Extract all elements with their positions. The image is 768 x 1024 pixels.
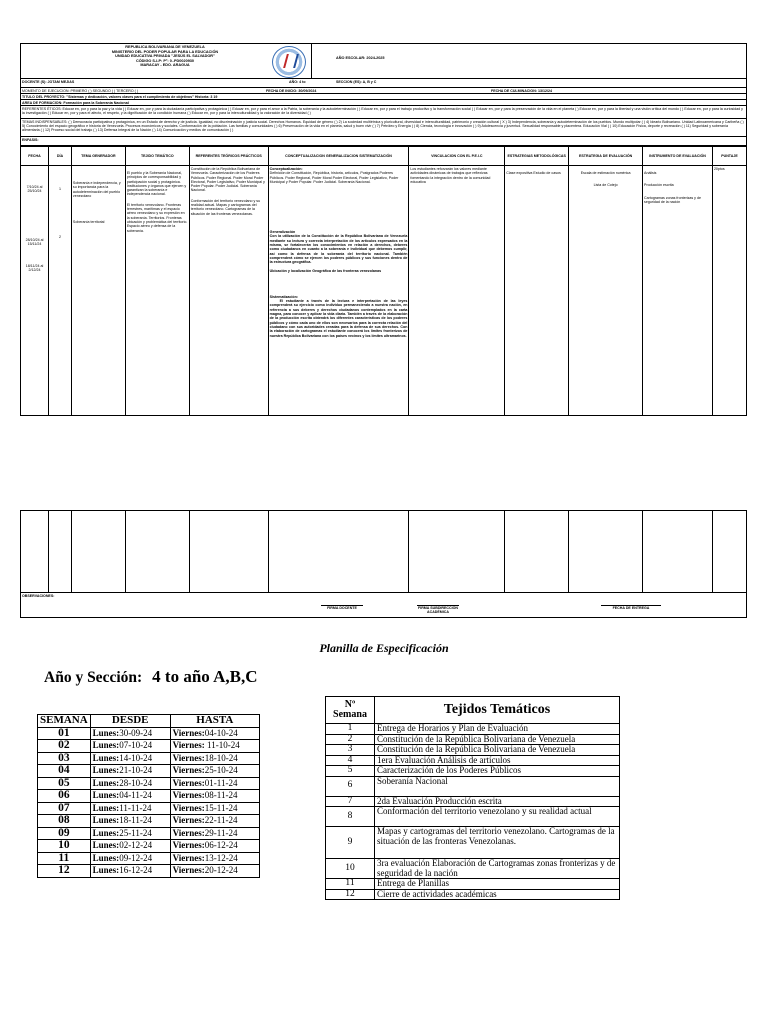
semana-number: 03 bbox=[38, 752, 91, 765]
section-title: Conceptualización: bbox=[269, 167, 303, 171]
col-header: REFERENTES TEÓRICOS PRÁCTICOS bbox=[189, 147, 268, 166]
hasta-date: 11-10-24 bbox=[204, 740, 240, 750]
semana-number: 04 bbox=[38, 765, 91, 778]
momento-label: MOMENTO DE EJECUCION: PRIMERO ( ) SEGUNDO ( ) TERCERO ( ) bbox=[22, 88, 139, 93]
desde-prefix: Lunes: bbox=[92, 790, 120, 800]
instrumento-text: Análisis bbox=[644, 171, 657, 175]
tejido-topic: Constitución de la República Bolivariana de Venezuela bbox=[375, 734, 620, 745]
info-row-enfasis bbox=[20, 137, 747, 146]
referentes-cell bbox=[189, 166, 268, 416]
tejidos-table bbox=[325, 696, 620, 900]
document-header bbox=[20, 43, 747, 79]
table-row bbox=[38, 827, 260, 840]
semana-hasta bbox=[170, 752, 259, 765]
tejido-topic: Soberanía Nacional bbox=[375, 776, 620, 796]
semana-desde bbox=[90, 727, 170, 740]
table-row bbox=[21, 166, 747, 416]
hasta-prefix: Viernes: bbox=[172, 852, 205, 863]
desde-date: 09-12-24 bbox=[119, 852, 153, 863]
semana-hasta bbox=[170, 740, 259, 753]
table-row bbox=[38, 852, 260, 865]
planilla-title: Planilla de Especificación bbox=[319, 641, 449, 655]
desde-date: 14-10-24 bbox=[119, 752, 153, 763]
hasta-date: 22-11-24 bbox=[204, 815, 238, 825]
tejido-number: 5 bbox=[326, 766, 375, 777]
hasta-date: 20-12-24 bbox=[204, 865, 238, 875]
semana-desde bbox=[90, 790, 170, 803]
referentes-text: Constitución de la República Bolivariana de Venezuela. Caracterización de los Poderes Públicos. Poder Regional. Poder Moral Poder Electoral, Poder Legislativo, Poder Municipal y Poder Popular. Poder Judicial. Soberanía Nacional. bbox=[190, 167, 265, 193]
table-row bbox=[38, 740, 260, 753]
institution-line: CÓDIGO S-I-P: P°: 0..PD0020930 bbox=[135, 58, 195, 63]
semana-number: 10 bbox=[38, 840, 91, 853]
hasta-prefix: Viernes: bbox=[172, 752, 205, 763]
semana-desde bbox=[90, 752, 170, 765]
table-header-row bbox=[21, 147, 747, 166]
tejido-cell bbox=[125, 166, 189, 416]
tejido-topic: 3ra evaluación Elaboración de Cartogramas zonas fronterizas y de seguridad de la nación bbox=[375, 859, 620, 879]
referentes-text: Conformación del territorio venezolano y su realidad actual. Mapas y cartogramas del territorio venezolano. Cartogramas de la situación de las fronteras venezolanas. bbox=[190, 198, 261, 216]
section-title: Sistematización: bbox=[269, 294, 299, 299]
tema-generador: Soberanía territorial bbox=[72, 220, 105, 225]
desde-prefix: Lunes: bbox=[92, 802, 120, 813]
desde-date: 16-12-24 bbox=[119, 865, 153, 875]
area-label: AREA DE FORMACION: Formación para la Soberanía Nacional bbox=[22, 100, 129, 105]
table-row bbox=[326, 724, 620, 735]
instrumento-cell bbox=[643, 166, 713, 416]
tejido-topic: Caracterización de los Poderes Públicos bbox=[375, 766, 620, 777]
desde-date: 07-10-24 bbox=[119, 740, 153, 750]
semana-hasta bbox=[170, 865, 259, 878]
hasta-date: 15-11-24 bbox=[204, 802, 238, 813]
semana-hasta bbox=[170, 852, 259, 865]
docente-label: DOCENTE (S): JOTAM MEJIAS bbox=[22, 79, 75, 84]
tejido-number: 3 bbox=[326, 745, 375, 756]
hasta-date: 18-10-24 bbox=[204, 752, 238, 763]
seccion-label: SECCION (ES): A, B y C bbox=[336, 79, 377, 84]
referentes-text: REFERENTES ÉTICOS: Educar en, por y para la paz y la vida ( ) Educar en, por y para la ciudadanía participativa y protagónica ( ) Educar en, por y para el amor a la Patria, la soberanía y la autodeterminación ( ) Educar en, por y para el trabajo productivo y la transformación social ( ) Educar en, por y para la preservación de la vida en el planeta ( ) Educar en, por y para la libertad y una visión crítica del mundo ( ) Educar en, por y para la curiosidad y la investigación ( ) Educar en, por y para el afecto, el respeto, y la dignificación de la condición humana ( ) Educar en, por y para la interculturalidad y la valoración de la diversidad ( ) bbox=[22, 106, 743, 115]
table-row bbox=[326, 807, 620, 827]
semana-desde bbox=[90, 865, 170, 878]
hasta-prefix: Viernes: bbox=[172, 815, 205, 825]
fecha-entrega: FECHA DE ENTREGA bbox=[601, 605, 661, 610]
table-row bbox=[326, 827, 620, 859]
col-header: PUNTAJE bbox=[712, 147, 746, 166]
col-header: SEMANA bbox=[38, 715, 91, 728]
hasta-date: 13-12-24 bbox=[204, 852, 238, 863]
institution-line: MARACAY - EDO. ARAGUA bbox=[140, 63, 190, 68]
anio-label: AÑO: 4 to bbox=[289, 79, 306, 84]
tejido-topic: Mapas y cartogramas del territorio venezolano. Cartogramas de la situación de las fronteras Venezolanas. bbox=[375, 827, 620, 859]
hasta-date: 29-11-24 bbox=[204, 827, 238, 838]
tejido-number: 11 bbox=[326, 879, 375, 890]
anio-seccion-value: 4 to año A,B,C bbox=[152, 667, 258, 686]
tejido-text: El territorio venezolano. Fronteras terrestres, marítimas y el espacio aéreo venezolano y su expresión en la soberanía. Territorios. Fronteras ubicación y problemática del territorio. Espacio aéreo y defensa de la soberanía. bbox=[126, 202, 188, 233]
semana-desde bbox=[90, 827, 170, 840]
section-title: Generalización bbox=[269, 230, 296, 235]
tema-generador-cell bbox=[71, 166, 125, 416]
col-header: FECHA bbox=[21, 147, 49, 166]
proyecto-label: TITULO DEL PROYECTO: "Sistemas y dedicación, valores claves para el cumplimiento de objetivos" Historia: 3 19 bbox=[22, 94, 218, 99]
table-header-row bbox=[326, 697, 620, 724]
evaluacion-text: Lista de Cotejo bbox=[593, 183, 618, 188]
divider bbox=[311, 44, 312, 78]
observaciones-label: OBSERVACIONES: bbox=[22, 594, 55, 598]
semana-hasta bbox=[170, 790, 259, 803]
table-row bbox=[38, 765, 260, 778]
tejido-text: El pueblo y la Soberanía Nacional, principios de corresponsabilidad y participación social y protagónica. Instituciones y órganos que ejercen y garantizan la soberanía e independencia nacional. bbox=[126, 171, 187, 197]
fecha-culminacion: FECHA DE CULMINACION: 13/12/24 bbox=[491, 88, 552, 93]
table-header-row bbox=[38, 715, 260, 728]
tejido-topic: 1era Evaluación Análisis de artículos bbox=[375, 755, 620, 766]
table-row bbox=[38, 802, 260, 815]
hasta-prefix: Viernes: bbox=[172, 827, 205, 838]
tejido-number: 7 bbox=[326, 796, 375, 807]
desde-prefix: Lunes: bbox=[92, 777, 120, 788]
col-header: DÍA bbox=[48, 147, 71, 166]
tejido-number: 1 bbox=[326, 724, 375, 735]
firma-subdireccion: FIRMA SUBDIRECCIÓN ACADÉMICA bbox=[418, 606, 458, 614]
table-row bbox=[326, 745, 620, 756]
table-row bbox=[326, 879, 620, 890]
desde-prefix: Lunes: bbox=[92, 852, 120, 863]
instrumento-text: Producción escrita bbox=[644, 183, 674, 188]
col-header: HASTA bbox=[170, 715, 259, 728]
dia: 2 bbox=[58, 235, 61, 240]
semanas-table bbox=[37, 714, 260, 878]
fecha: 7/10/24 al 25/10/24 bbox=[26, 185, 43, 194]
semana-number: 12 bbox=[38, 865, 91, 878]
table-row bbox=[326, 859, 620, 879]
col-header: ESTRATEGIA DE EVALUACIÓN bbox=[569, 147, 643, 166]
semana-hasta bbox=[170, 840, 259, 853]
desde-date: 25-11-24 bbox=[119, 827, 152, 838]
school-seal-icon bbox=[272, 46, 306, 78]
instrumento-text: Cartogramas zonas fronterizas y de seguridad de la nación bbox=[644, 195, 701, 204]
hasta-prefix: Viernes: bbox=[172, 777, 205, 788]
tejido-number: 6 bbox=[326, 776, 375, 796]
table-row bbox=[326, 796, 620, 807]
desde-date: 18-11-24 bbox=[119, 815, 152, 825]
col-header: INSTRUMENTO DE EVALUACIÓN bbox=[643, 147, 713, 166]
table-row bbox=[38, 865, 260, 878]
desde-prefix: Lunes: bbox=[92, 727, 120, 738]
planning-table bbox=[20, 146, 747, 416]
vinculacion-cell bbox=[409, 166, 505, 416]
temas-text: TEMAS INDISPENSABLES: ( ) Democracia participativa y protagónica, en un Estado de derecho y de justicia. Igualdad, no discriminación y justicia social. Derechos Humanos. Equidad de género ( ) 2) La sociedad multiétnica y pluricultural, diversidad e interculturalidad, patrimonio y creación cultural ( X ) 3) Independencia, soberanía y autodeterminación de los pueblos. Mundo multipolar ( ) 4) Ideario Bolivariano. Unidad Latinoamericana y Caribeña ( ) 5) Conocimiento del espacio geográfico e historia de Venezuela. Procesos económicos y sociales. Conformación de la población. Las familias y comunidades ( ) 6) Preservación de la vida en el planeta, salud y buen vivir ( ) 7) Petróleo y Energía ( ) 8) Ciencia, tecnología e innovación ( ) 9) Adolescencia y juventud. Sexualidad responsable y placentera. Educación Vial ( ) 10) Educación Física, deporte y recreación ( ) 11) Seguridad y soberanía alimentaria ( ) 12) Proceso social del trabajo ( ) 13) Defensa Integral de la Nación ( ) 14) Comunicación y medios de comunicación ( ) bbox=[22, 119, 744, 133]
semana-number: 11 bbox=[38, 852, 91, 865]
col-header: Nº Semana bbox=[326, 697, 375, 724]
hasta-prefix: Viernes: bbox=[172, 790, 205, 800]
desde-prefix: Lunes: bbox=[92, 815, 120, 825]
institution-line: MINISTERIO DEL PODER POPULAR PARA LA EDUCACIÓN bbox=[111, 49, 219, 54]
puntaje-text: 20ptos bbox=[713, 167, 725, 171]
hasta-prefix: Viernes: bbox=[172, 727, 205, 738]
semana-number: 09 bbox=[38, 827, 91, 840]
hasta-date: 06-12-24 bbox=[204, 840, 238, 850]
table-row bbox=[38, 790, 260, 803]
fecha-inicio: FECHA DE INICIO: 30/09/2024 bbox=[266, 88, 317, 93]
enfasis-label: ENFASIS: bbox=[22, 137, 39, 142]
conceptualizacion-cell bbox=[268, 166, 409, 416]
semana-desde bbox=[90, 777, 170, 790]
desde-prefix: Lunes: bbox=[92, 740, 120, 750]
table-row bbox=[38, 752, 260, 765]
table-row bbox=[38, 727, 260, 740]
col-header: DESDE bbox=[90, 715, 170, 728]
firma-docente: FIRMA DOCENTE bbox=[321, 605, 363, 610]
tema-generador: Soberanía e independencia, y su importancia para la autodeterminación del pueblo venezolano bbox=[72, 181, 121, 198]
table-row bbox=[326, 755, 620, 766]
tejido-topic: 2da Evaluación Producción escrita bbox=[375, 796, 620, 807]
semana-hasta bbox=[170, 777, 259, 790]
desde-date: 21-10-24 bbox=[119, 765, 153, 775]
desde-prefix: Lunes: bbox=[92, 765, 120, 775]
tejido-number: 12 bbox=[326, 889, 375, 900]
semana-desde bbox=[90, 765, 170, 778]
desde-prefix: Lunes: bbox=[92, 752, 120, 763]
semana-number: 01 bbox=[38, 727, 91, 740]
vinculacion-text: Los estudiantes reforzarán los valores mediante actividades dinámicas de trabajos que reflexivas fomentando la integración dentro de la comunidad educativa bbox=[410, 167, 491, 184]
puntaje-cell bbox=[712, 166, 746, 416]
table-row bbox=[326, 776, 620, 796]
empty-grid bbox=[20, 510, 747, 618]
table-row bbox=[38, 840, 260, 853]
anio-seccion bbox=[44, 667, 258, 687]
col-header: ESTRATEGIAS METODOLÓGICAS bbox=[505, 147, 569, 166]
paragraph: Definición de Constitución, República, historia, artículos, Postgrados Poderes Públicos. Poder Regional, Poder Moral Poder Electoral, Poder Legislativo, Poder Municipal y Poder Popular. Poder Judicial. Soberanía Nacional. bbox=[269, 171, 399, 184]
anio-seccion-label: Año y Sección: bbox=[44, 669, 143, 686]
tejidos-body bbox=[326, 724, 620, 900]
evaluacion-cell bbox=[569, 166, 643, 416]
paragraph: Con la utilización de la Constitución de la República Bolivariana de Venezuela mediante su lectura y correcta interpretación de los artículos expresados en la misma, se fortalecerán los conocimientos en relación a derechos, deberes como ciudadanos en cuanto a la soberanía e individual que debemos cumplir, así como la defensa de la soberanía del territorio nacional. También comprenderá cómo se ejercen los poderes públicos y sus funciones dentro de la estructura geográfica. bbox=[269, 234, 408, 265]
col-header: TEMA GENERADOR bbox=[71, 147, 125, 166]
desde-date: 30-09-24 bbox=[119, 727, 153, 738]
school-year: AÑO ESCOLAR: 2024-2025 bbox=[336, 56, 385, 60]
desde-date: 04-11-24 bbox=[119, 790, 152, 800]
col-header: CONCEPTUALIZACION GENERALIZACION SISTEMATIZACIÓN bbox=[268, 147, 409, 166]
semanas-body bbox=[38, 727, 260, 877]
semana-number: 05 bbox=[38, 777, 91, 790]
institution-line: REPUBLICA BOLIVARIANA DE VENEZUELA bbox=[125, 45, 205, 49]
tejido-topic: Conformación del territorio venezolano y su realidad actual bbox=[375, 807, 620, 827]
dia-cell bbox=[48, 166, 71, 416]
fecha: 18/11/24 al 2/12/24 bbox=[25, 264, 44, 273]
col-header: Tejidos Temáticos bbox=[375, 697, 620, 724]
semana-hasta bbox=[170, 827, 259, 840]
hasta-prefix: Viernes: bbox=[172, 802, 205, 813]
desde-prefix: Lunes: bbox=[92, 840, 120, 850]
table-row bbox=[326, 766, 620, 777]
semana-desde bbox=[90, 740, 170, 753]
institution-line: UNIDAD EDUCATIVA PRIVADA "JESÚS EL SALVADOR" bbox=[115, 54, 215, 59]
semana-number: 07 bbox=[38, 802, 91, 815]
dia: 1 bbox=[58, 187, 61, 191]
semana-number: 06 bbox=[38, 790, 91, 803]
info-row-referentes bbox=[20, 106, 747, 119]
institution-block bbox=[65, 45, 265, 68]
tejido-number: 8 bbox=[326, 807, 375, 827]
evaluacion-text: Escala de estimación numérica bbox=[580, 171, 631, 175]
hasta-date: 08-11-24 bbox=[204, 790, 238, 800]
tejido-topic: Entrega de Horarios y Plan de Evaluación bbox=[375, 724, 620, 735]
observaciones-row bbox=[21, 593, 747, 618]
fecha-cell bbox=[21, 166, 49, 416]
semana-hasta bbox=[170, 727, 259, 740]
hasta-date: 25-10-24 bbox=[204, 765, 238, 775]
desde-prefix: Lunes: bbox=[92, 865, 120, 875]
semana-desde bbox=[90, 802, 170, 815]
table-row bbox=[21, 511, 747, 593]
hasta-prefix: Viernes: bbox=[172, 865, 205, 875]
semana-number: 02 bbox=[38, 740, 91, 753]
col-header: TEJIDO TEMÁTICO bbox=[125, 147, 189, 166]
tejido-number: 2 bbox=[326, 734, 375, 745]
hasta-prefix: Viernes: bbox=[172, 765, 205, 775]
semana-desde bbox=[90, 840, 170, 853]
fecha: 28/10/24 al 15/11/24 bbox=[25, 237, 44, 246]
desde-date: 11-11-24 bbox=[119, 802, 152, 813]
tejido-number: 4 bbox=[326, 755, 375, 766]
col-header: VINCULACION CON EL P.E.I.C bbox=[409, 147, 505, 166]
paragraph: Ubicación y localización Geográfica de las fronteras venezolanas bbox=[269, 268, 382, 273]
estrategias-cell bbox=[505, 166, 569, 416]
tejido-topic: Constitución de la República Bolivariana de Venezuela bbox=[375, 745, 620, 756]
estrategias-text: Clase expositiva Estudio de casos bbox=[506, 171, 561, 175]
paragraph: El estudiante a través de la lectura e interpretación de las leyes comprenderá su ejercicio como individuo permaneciendo a nuestra nación, en referencia a sus deberes y derechos ciudadanos contemplados en la carta magna, para conocer y aplicar la vida diaria. También a través de la elaboración de la producción escrita obtendrá los diferentes características de los poderes públicos y cómo cada uno de ellos son necesarios para la correcta relación del ciudadano con sus autoridades creadas para la defensa de sus derechos. Con la elaboración de cartogramas el estudiante conocerá los límites fronterizos de nuestra República Bolivariana con los países vecinos y los límites ultramarinos. bbox=[269, 299, 408, 338]
semana-number: 08 bbox=[38, 815, 91, 828]
semana-hasta bbox=[170, 815, 259, 828]
desde-date: 28-10-24 bbox=[119, 777, 153, 788]
info-row-temas bbox=[20, 119, 747, 137]
tejido-topic: Cierre de actividades académicas bbox=[375, 889, 620, 900]
hasta-prefix: Viernes: bbox=[172, 840, 205, 850]
semana-desde bbox=[90, 852, 170, 865]
table-row bbox=[38, 777, 260, 790]
tejido-number: 10 bbox=[326, 859, 375, 879]
table-row bbox=[326, 734, 620, 745]
semana-hasta bbox=[170, 802, 259, 815]
desde-date: 02-12-24 bbox=[119, 840, 153, 850]
hasta-date: 04-10-24 bbox=[204, 727, 238, 738]
table-row bbox=[38, 815, 260, 828]
hasta-date: 01-11-24 bbox=[204, 777, 238, 788]
info-row-docente bbox=[20, 79, 747, 88]
semana-desde bbox=[90, 815, 170, 828]
hasta-prefix: Viernes: bbox=[172, 740, 205, 750]
tejido-number: 9 bbox=[326, 827, 375, 859]
semana-hasta bbox=[170, 765, 259, 778]
desde-prefix: Lunes: bbox=[92, 827, 120, 838]
table-row bbox=[326, 889, 620, 900]
tejido-topic: Entrega de Planillas bbox=[375, 879, 620, 890]
